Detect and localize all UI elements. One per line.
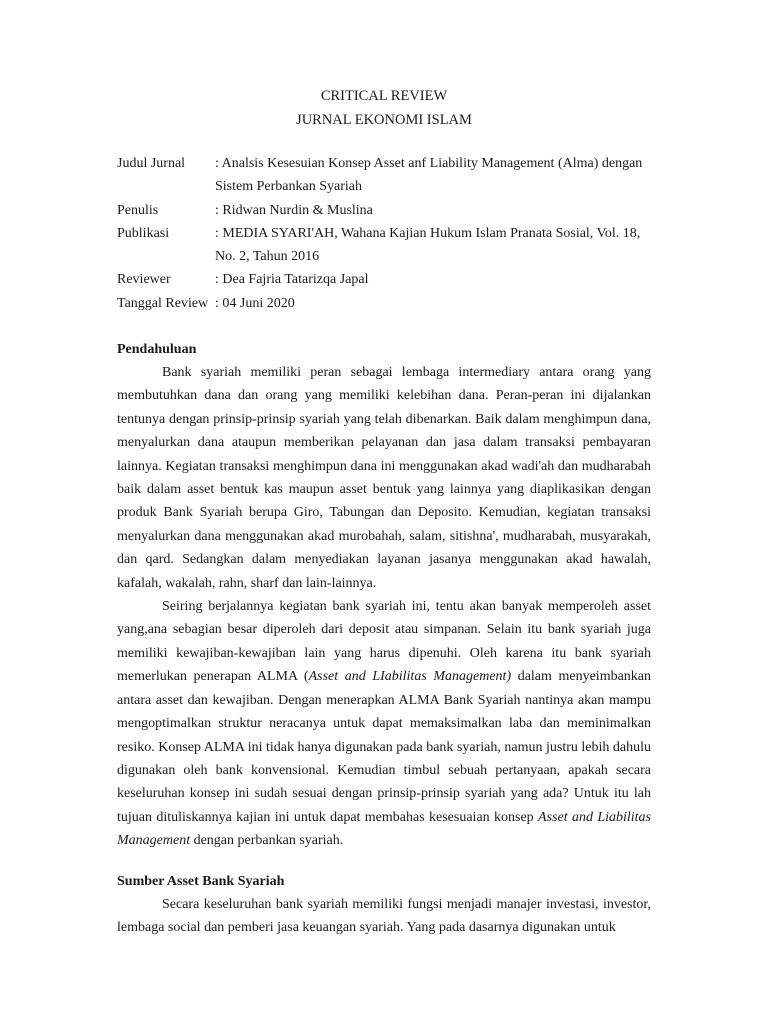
document-subtitle: JURNAL EKONOMI ISLAM xyxy=(296,112,472,128)
meta-label: Tanggal Review xyxy=(117,296,209,311)
section-heading-sumber-asset: Sumber Asset Bank Syariah xyxy=(117,874,285,889)
section-body-sumber-asset xyxy=(117,893,651,940)
meta-label: Penulis xyxy=(117,203,159,218)
italic-term: Asset and LIabilitas Management) xyxy=(308,669,512,685)
meta-label: Judul Jurnal xyxy=(117,156,186,171)
paragraph-text: dengan perbankan syariah. xyxy=(190,833,344,849)
italic-term: Asset and Liabilitas Management xyxy=(117,809,652,849)
paragraph xyxy=(117,595,651,852)
meta-value: : MEDIA SYARI'AH, Wahana Kajian Hukum Islam Pranata Sosial, Vol. 18, No. 2, Tahun 2016 xyxy=(215,226,641,265)
meta-label: Publikasi xyxy=(117,226,170,241)
document-title: CRITICAL REVIEW xyxy=(320,88,448,104)
section-heading-pendahuluan: Pendahuluan xyxy=(117,342,197,357)
meta-value: : Analsis Kesesuian Konsep Asset anf Liability Management (Alma) dengan Sistem Perbankan Syariah xyxy=(215,156,643,195)
paragraph: Secara keseluruhan bank syariah memiliki fungsi menjadi manajer investasi, investor, lembaga social dan pemberi jasa keuangan syariah. Yang pada dasarnya digunakan untuk xyxy=(117,897,651,936)
meta-value: : Ridwan Nurdin & Muslina xyxy=(215,203,373,218)
meta-value: : Dea Fajria Tatarizqa Japal xyxy=(215,272,369,287)
section-body-pendahuluan xyxy=(117,361,651,853)
meta-value: : 04 Juni 2020 xyxy=(215,296,295,311)
paragraph: Bank syariah memiliki peran sebagai lembaga intermediary antara orang yang membutuhkan dana dan orang yang memiliki kelebihan dana. Peran-peran ini dijalankan tentunya dengan prinsip-prinsip syariah yang telah dibenarkan. Baik dalam menghimpun dana, menyalurkan dana ataupun memberikan pelayanan dan jasa dalam transaksi pembayaran lainnya. Kegiatan transaksi menghimpun dana ini menggunakan akad wadi'ah dan mudharabah baik dalam asset bentuk kas maupun asset bentuk yang lainnya yang diaplikasikan dengan produk Bank Syariah berupa Giro, Tabungan dan Deposito. Kemudian, kegiatan transaksi menyalurkan dana menggunakan akad murobahah, salam, sitishna', mudharabah, musyarakah, dan qard. Sedangkan dalam menyediakan layanan jasanya menggunakan akad hawalah, kafalah, wakalah, rahn, sharf dan lain-lainnya. xyxy=(117,365,651,591)
meta-label: Reviewer xyxy=(117,272,171,287)
paragraph-text: Seiring berjalannya kegiatan bank syariah ini, tentu akan banyak memperoleh asset yang,ana sebagian besar diperoleh dari deposit atau simpanan. Selain itu bank syariah juga memiliki kewajiban-kewajiban lain yang harus dipenuhi. Oleh karena itu bank syariah memerlukan penerapan ALMA ( xyxy=(117,599,651,685)
paragraph-text: dalam menyeimbankan antara asset dan kewajiban. Dengan menerapkan ALMA Bank Syariah nantinya akan mampu mengoptimalkan struktur neracanya untuk dapat memaksimalkan laba dan meminimalkan resiko. Konsep ALMA ini tidak hanya digunakan pada bank syariah, namun justru lebih dahulu digunakan oleh bank konvensional. Kemudian timbul sebuah pertanyaan, apakah secara keseluruhan konsep ini sudah sesuai dengan prinsip-prinsip syariah yang ada? Untuk itu lah tujuan dituliskannya kajian ini untuk dapat membahas kesesuaian konsep xyxy=(117,669,652,825)
